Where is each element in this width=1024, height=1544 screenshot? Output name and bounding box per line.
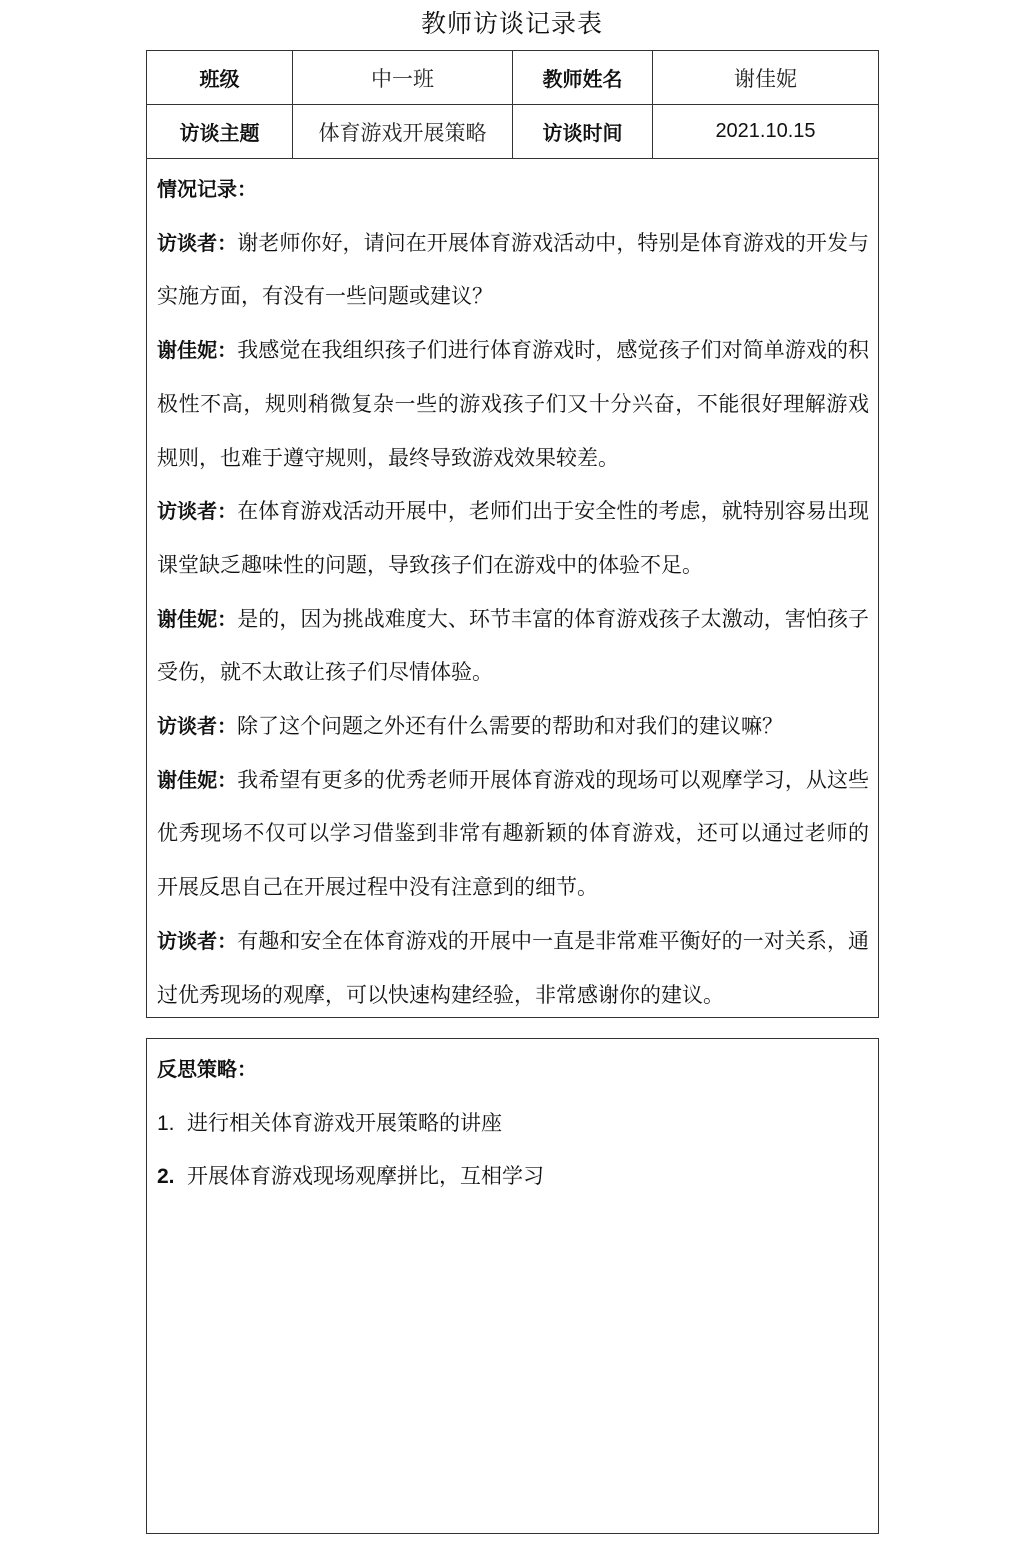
info-row-topic: [147, 105, 878, 159]
class-label: 班级: [147, 51, 293, 104]
speaker-label: 访谈者：: [157, 230, 238, 255]
info-row-class: [147, 51, 878, 105]
interview-record-table: [146, 50, 879, 1018]
reflection-item: [157, 1097, 869, 1151]
situation-record: [157, 163, 869, 1022]
record-entry: [157, 593, 869, 700]
speaker-label: 访谈者：: [157, 714, 237, 739]
record-heading: 情况记录：: [157, 177, 257, 201]
entry-text: 有趣和安全在体育游戏的开展中一直是非常难平衡好的一对关系，通过优秀现场的观摩，可以快速构建经验，非常感谢你的建议。: [157, 928, 870, 1007]
item-number: 2.: [157, 1165, 175, 1188]
entry-text: 除了这个问题之外还有什么需要的帮助和对我们的建议嘛？: [237, 714, 783, 739]
teacher-label: 教师姓名: [513, 51, 653, 104]
speaker-label: 访谈者：: [157, 928, 238, 953]
entry-text: 是的，因为挑战难度大、环节丰富的体育游戏孩子太激动，害怕孩子受伤，就不太敢让孩子们尽情体验。: [157, 606, 870, 685]
record-entry: [157, 754, 869, 915]
teacher-value: 谢佳妮: [734, 66, 797, 91]
entry-text: 在体育游戏活动开展中，老师们出于安全性的考虑，就特别容易出现课堂缺乏趣味性的问题，导致孩子们在游戏中的体验不足。: [157, 499, 870, 577]
record-entry: [157, 217, 869, 324]
item-text: 进行相关体育游戏开展策略的讲座: [187, 1110, 502, 1135]
topic-value: 体育游戏开展策略: [293, 105, 513, 158]
record-entry: [157, 324, 869, 485]
entry-text: 谢老师你好，请问在开展体育游戏活动中，特别是体育游戏的开发与实施方面，有没有一些问题或建议？: [157, 230, 870, 309]
time-value: 2021.10.15: [715, 120, 816, 142]
entry-text: 我感觉在我组织孩子们进行体育游戏时，感觉孩子们对简单游戏的积极性不高，规则稍微复杂一些的游戏孩子们又十分兴奋，不能很好理解游戏规则，也难于遵守规则，最终导致游戏效果较差。: [157, 338, 870, 470]
topic-label: 访谈主题: [147, 105, 293, 158]
speaker-label: 访谈者：: [157, 499, 238, 524]
reflection-heading: 反思策略：: [157, 1057, 257, 1081]
item-text: 开展体育游戏现场观摩拼比，互相学习: [187, 1164, 544, 1188]
class-value: 中一班: [293, 51, 513, 104]
speaker-label: 谢佳妮：: [157, 338, 238, 363]
reflection-item: [157, 1150, 869, 1204]
speaker-label: 谢佳妮：: [157, 767, 238, 792]
record-entry: [157, 700, 869, 754]
record-entry: [157, 915, 869, 1022]
reflection-strategy-box: [146, 1038, 879, 1534]
reflection-content: [157, 1043, 869, 1204]
page-title: 教师访谈记录表: [420, 9, 603, 38]
speaker-label: 谢佳妮：: [157, 606, 238, 631]
entry-text: 我希望有更多的优秀老师开展体育游戏的现场可以观摩学习，从这些优秀现场不仅可以学习借鉴到非常有趣新颖的体育游戏，还可以通过老师的开展反思自己在开展过程中没有注意到的细节。: [157, 767, 870, 900]
item-number: 1.: [157, 1111, 175, 1135]
record-entry: [157, 485, 869, 592]
time-label: 访谈时间: [513, 105, 653, 158]
